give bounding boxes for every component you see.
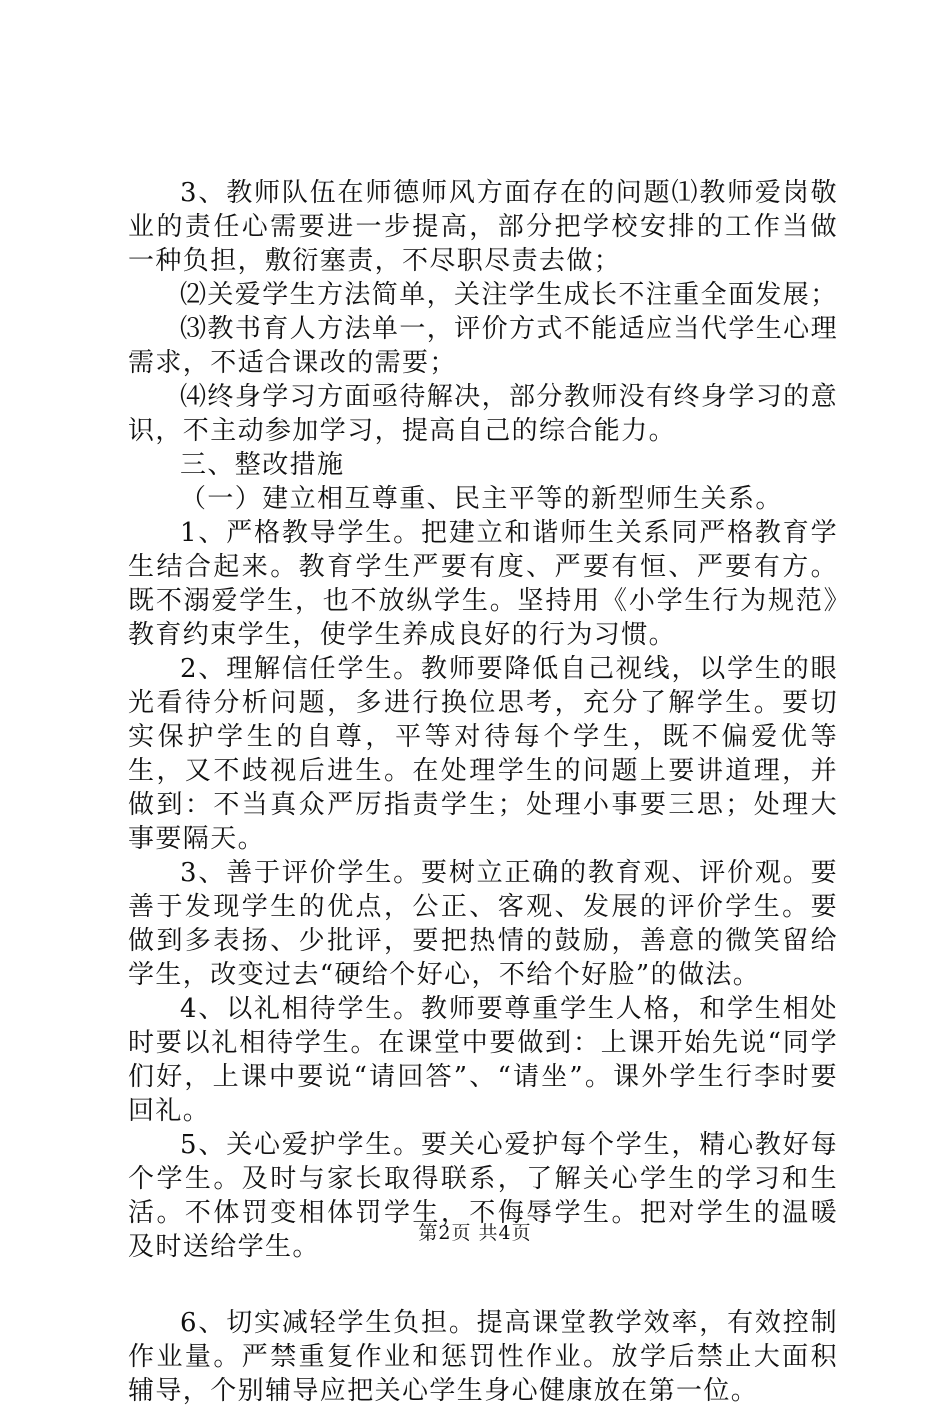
paragraph-strict-guidance: 1、严格教导学生。把建立和谐师生关系同严格教育学生结合起来。教育学生严要有度、严要有恒、严要有方。既不溺爱学生，也不放纵学生。坚持用《小学生行为规范》教育约束学生，使学生养成良好的行为习惯。 xyxy=(128,518,838,650)
subsection-heading-relations: （一）建立相互尊重、民主平等的新型师生关系。 xyxy=(180,484,783,514)
paragraph-teacher-problems: 3、教师队伍在师德师风方面存在的问题⑴教师爱岗敬业的责任心需要进一步提高，部分把学校安排的工作当做一种负担，敷衍塞责，不尽职尽责去做； xyxy=(128,178,838,276)
section-heading-measures: 三、整改措施 xyxy=(180,450,345,480)
page-footer: 第2页 共4页 xyxy=(418,1222,532,1244)
paragraph-caring-methods: ⑵关爱学生方法简单，关注学生成长不注重全面发展； xyxy=(180,280,838,310)
paragraph-evaluate-students: 3、善于评价学生。要树立正确的教育观、评价观。要善于发现学生的优点，公正、客观、发展的评价学生。要做到多表扬、少批评，要把热情的鼓励，善意的微笑留给学生，改变过去“硬给个好心，不给个好脸”的做法。 xyxy=(128,858,838,990)
paragraph-courtesy: 4、以礼相待学生。教师要尊重学生人格，和学生相处时要以礼相待学生。在课堂中要做到：上课开始先说“同学们好，上课中要说“请回答”、“请坐”。课外学生行李时要回礼。 xyxy=(128,994,838,1126)
paragraph-care-protect: 5、关心爱护学生。要关心爱护每个学生，精心教好每个学生。及时与家长取得联系，了解关心学生的学习和生活。不体罚变相体罚学生，不侮辱学生。把对学生的温暖及时送给学生。 xyxy=(128,1130,838,1262)
paragraph-spacer xyxy=(128,1264,838,1306)
paragraph-reduce-burden: 6、切实减轻学生负担。提高课堂教学效率，有效控制作业量。严禁重复作业和惩罚性作业。放学后禁止大面积辅导，个别辅导应把关心学生身心健康放在第一位。 xyxy=(128,1308,838,1406)
paragraph-teaching-methods: ⑶教书育人方法单一，评价方式不能适应当代学生心理需求，不适合课改的需要； xyxy=(128,314,838,378)
paragraph-understand-trust: 2、理解信任学生。教师要降低自己视线，以学生的眼光看待分析问题，多进行换位思考，充分了解学生。要切实保护学生的自尊，平等对待每个学生，既不偏爱优等生，又不歧视后进生。在处理学生的问题上要讲道理，并做到：不当真众严厉指责学生；处理小事要三思；处理大事要隔天。 xyxy=(128,654,838,854)
paragraph-lifelong-learning: ⑷终身学习方面亟待解决，部分教师没有终身学习的意识，不主动参加学习，提高自己的综合能力。 xyxy=(128,382,838,446)
